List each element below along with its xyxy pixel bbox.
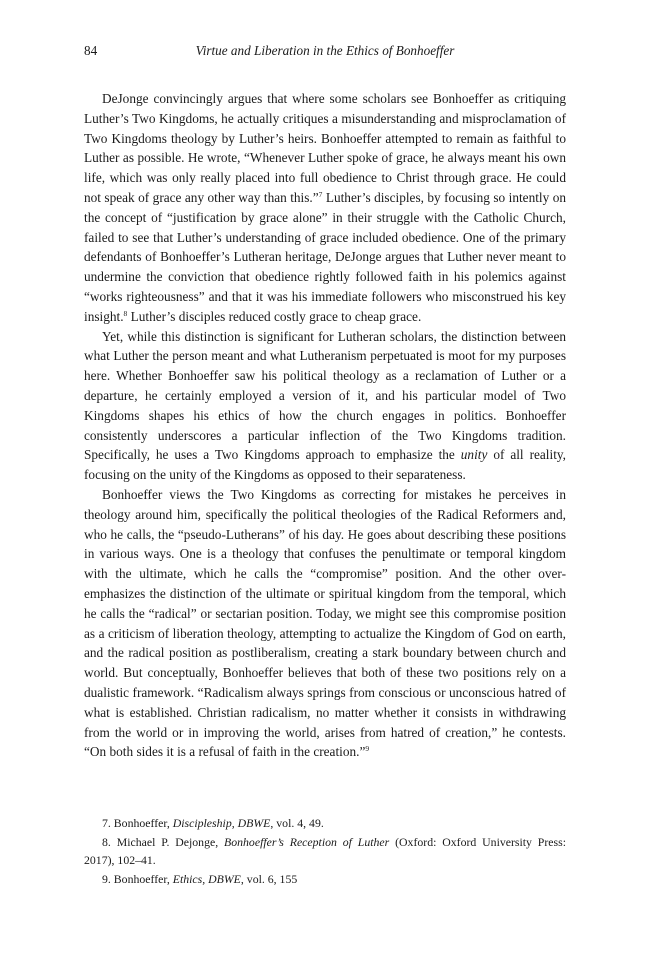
paragraph xyxy=(84,89,566,327)
running-head: Virtue and Liberation in the Ethics of Bonhoeffer xyxy=(195,43,455,58)
footnote-title: Bonhoeffer’s Reception of Luther xyxy=(224,834,390,849)
paragraph-text: Bonhoeffer views the Two Kingdoms as correcting for mistakes he perceives in theology around him, specifically the political theologies of the Radical Reformers and, who he calls, the “pseudo-Lutherans” of his day. He goes about describing these positions in various ways. One is a theology that confuses the penultimate or temporal kingdom with the ultimate, which he calls the “compromise” position. And the other over-emphasizes the distinction of the ultimate or spiritual kingdom from the temporal, which he calls the “radical” or sectarian position. Today, we might see this compromise position as a criticism of liberation theology, attempting to actualize the Kingdom of God on earth, and the radical position as postliberalism, creating a stark boundary between church and world. But conceptually, Bonhoeffer believes that both of these two positions rely on a dualistic framework. “Radicalism always springs from conscious or unconscious hatred of what is established. Christian radicalism, no matter whether it consists in withdrawing from the world or in improving the world, arises from hatred of creation,” he contests. “On both sides it is a refusal of faith in the creation.” xyxy=(84,486,566,760)
paragraph-text: of all reality, focusing on the unity of the Kingdoms as opposed to their separateness. xyxy=(84,447,566,483)
footnote-text: , vol. 6, 155 xyxy=(240,871,298,886)
footnote xyxy=(84,870,566,889)
footnote-ref[interactable]: 8 xyxy=(123,308,128,318)
footnote-text: 8. Michael P. Dejonge, xyxy=(102,834,225,849)
footnote-text: (Oxford: Oxford University Press: 2017), 102–41. xyxy=(84,834,566,868)
page-number: 84 xyxy=(84,43,98,58)
emphasis-text: unity xyxy=(460,447,488,463)
footnote-text: , vol. 4, 49. xyxy=(270,816,324,830)
footnote-text: 7. Bonhoeffer, xyxy=(102,816,173,830)
footnote-ref[interactable]: 9 xyxy=(365,744,370,754)
footnote-title: Discipleship, DBWE xyxy=(172,816,271,830)
footnote xyxy=(84,814,566,833)
paragraph-text: Yet, while this distinction is significant for Lutheran scholars, the distinction between what Luther the person meant and what Lutheranism perpetuated is moot for my purposes here. Whether Bonhoeffer saw his political theology as a reclamation of Luther or a departure, he certainly employed a version of it, and his particular model of Two Kingdoms shapes his ethics of how the church engages in politics. Bonhoeffer consistently underscores a particular inflection of the Two Kingdoms tradition. Specifically, he uses a Two Kingdoms approach to emphasize the xyxy=(84,328,566,463)
footnote xyxy=(84,833,566,870)
page-header xyxy=(84,43,566,63)
paragraph xyxy=(84,327,566,485)
paragraph xyxy=(84,485,566,762)
body-text xyxy=(84,89,566,762)
footnote-text: 9. Bonhoeffer, xyxy=(102,871,173,886)
footnote-title: Ethics, DBWE xyxy=(172,871,241,886)
footnotes xyxy=(84,814,566,888)
paragraph-text: Luther’s disciples reduced costly grace to cheap grace. xyxy=(127,308,422,324)
paragraph-text: Luther’s disciples, by focusing so intently on the concept of “justification by grace alone” in their struggle with the Catholic Church, failed to see that Luther’s understanding of grace included obedience. One of the primary defendants of Bonhoeffer’s Lutheran heritage, DeJonge argues that Luther never meant to undermine the conviction that obedience rightly followed faith in his polemics against “works righteousness” and that it was his immediate followers who misconstrued his key insight. xyxy=(84,189,566,324)
paragraph-text: DeJonge convincingly argues that where some scholars see Bonhoeffer as critiquing Luther’s Two Kingdoms, he actually critiques a misunderstanding and misproclamation of Two Kingdoms theology by Luther’s heirs. Bonhoeffer attempted to remain as faithful to Luther as possible. He wrote, “Whenever Luther spoke of grace, he always meant his own life, which was only really placed into full obedience to Christ through grace. He could not speak of grace any other way than this.” xyxy=(84,91,566,205)
footnote-ref[interactable]: 7 xyxy=(318,189,323,199)
